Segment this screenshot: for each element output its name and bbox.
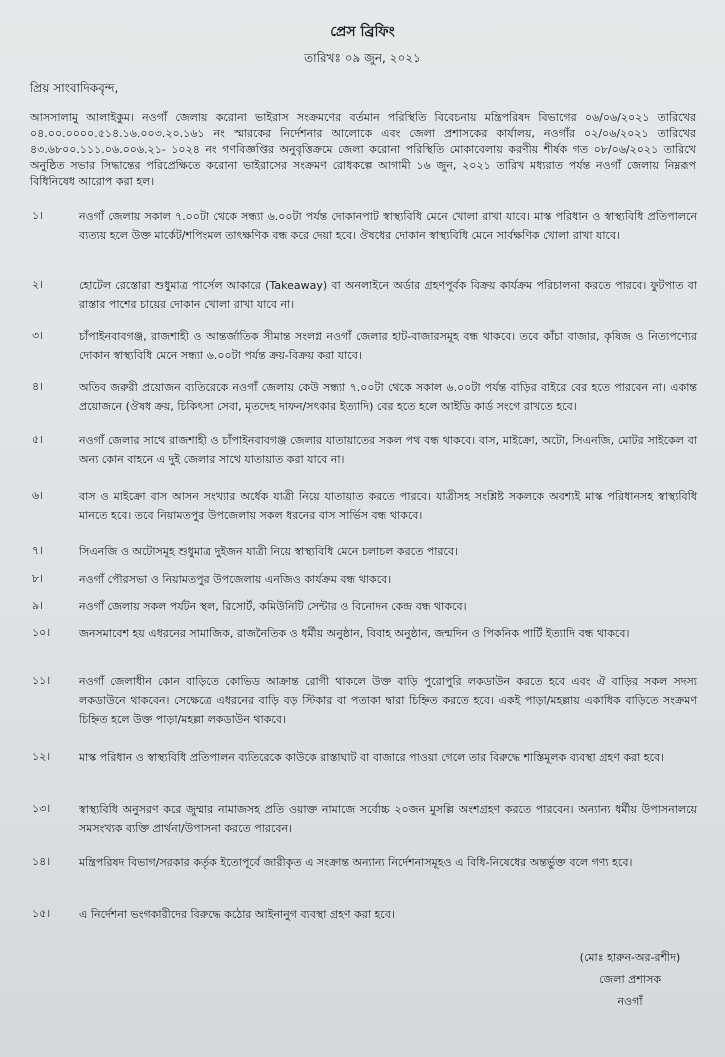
signatory-place: নওগাঁ: [617, 995, 643, 1008]
item-text: অতিব জরুরী প্রয়োজন ব্যতিরেকে নওগাঁ জেলায় কেউ সন্ধ্যা ৭.০০টা থেকে সকাল ৬.০০টা পর্যন্ত বাড়ির বাইরে বের হতে পারবেন না। একান্ত প্রয়োজনে (ঔষধ ক্রয়, চিকিৎসা সেবা, মৃতদেহ দাফন/সৎকার ইত্যাদি) বের হতে হলে আইডি কার্ড সংগে রাখতে হবে।: [79, 381, 697, 413]
item-number: ১০।: [32, 626, 51, 639]
item-number: ২।: [32, 278, 44, 291]
item-number: ৬।: [32, 489, 44, 502]
item-number: ৪।: [32, 380, 44, 393]
salutation: প্রিয় সাংবাদিকবৃন্দ,: [30, 81, 119, 95]
item-text: নওগাঁ জেলায় সকল পর্যটন স্থল, রিসোর্ট, কমিউনিটি সেন্টার ও বিনোদন কেন্দ্র বন্ধ থাকবে।: [79, 600, 467, 613]
item-text: হোটেল রেস্তোরা শুধুমাত্র পার্সেল আকারে (Takeaway) বা অনলাইনে অর্ডার গ্রহণপূর্বক বিক্রয় কার্যক্রম পরিচালনা করতে পারবে। ফুটপাত বা রাস্তার পাশের চায়ের দোকান খোলা রাখা যাবে না।: [79, 279, 697, 311]
item-number: ১৫।: [32, 907, 51, 920]
document-title: প্রেস ব্রিফিং: [330, 24, 395, 40]
item-text: এ নির্দেশনা ভংগকারীদের বিরুদ্ধে কঠোর আইনানুগ ব্যবস্থা গ্রহণ করা হবে।: [79, 908, 395, 921]
intro-paragraph: আসসালামু আলাইকুম। নওগাঁ জেলায় করোনা ভাইরাস সংক্রমণের বর্তমান পরিস্থিতি বিবেচনায় মন্ত্রিপরিষদ বিভাগের ০৬/০৬/২০২১ তারিখের ০৪.০০.০০০০.৫১৪.১৬.০০৩.২০.১৬১ নং স্মারকের নির্দেশনার আলোকে এবং জেলা প্রশাসকের কার্যালয়, নওগাঁর ০২/০৬/২০২১ তারিখের ৪৩.৬৮০০.১১১.০৬.০০৬.২১- ১০২৪ নং গণবিজ্ঞপ্তির অনুবৃত্তিক্রমে জেলা করোনা পরিস্থিতি মোকাবেলায় করণীয় শীর্ষক গত ০৮/০৬/২০২১ তারিখে অনুষ্ঠিত সভার সিদ্ধান্তের পরিপ্রেক্ষিতে করোনা ভাইরাসের সংক্রমণ রোধকল্পে আগামী ১৬ জুন, ২০২১ তারিখ মধ্যরাত পর্যন্ত নওগাঁ জেলায় নিম্নরূপ বিধিনিষেধ আরোপ করা হল।: [30, 111, 696, 188]
document-date: তারিখঃ ০৯ জুন, ২০২১: [304, 51, 421, 65]
item-text: নওগাঁ জেলার সাথে রাজশাহী ও চাঁপাইনবাবগঞ্জ জেলার যাতায়াতের সকল পথ বন্ধ থাকবে। বাস, মাইক্রো, অটো, সিএনজি, মোটর সাইকেল বা অন্য কোন বাহনে এ দুই জেলার সাথে যাতায়াত করা যাবে না।: [79, 434, 698, 466]
item-number: ১৪।: [32, 855, 51, 868]
item-text: নওগাঁ জেলাধীন কোন বাড়িতে কোভিড আক্রান্ত রোগী থাকলে উক্ত বাড়ি পুরোপুরি লকডাউন করতে হবে এবং ঐ বাড়ির সকল সদস্য লকডাউনে থাকবেন। সেক্ষেত্রে এধরনের বাড়ি বড় স্টিকার বা পতাকা দ্বারা চিহ্নিত করতে হবে। একই পাড়া/মহল্লায় একাধিক বাড়িতে সংক্রমণ চিহ্নিত হলে উক্ত পাড়া/মহল্লা লকডাউন থাকবে।: [79, 675, 697, 726]
item-text: স্বাস্থ্যবিধি অনুসরণ করে জুম্মার নামাজসহ প্রতি ওয়াক্ত নামাজে সর্বোচ্চ ২০জন মুসল্লি অংশগ্রহণ করতে পারবেন। অন্যান্য ধর্মীয় উপাসনালয়ে সমসংখ্যক ব্যক্তি প্রার্থনা/উপাসনা করতে পারবেন।: [79, 803, 697, 835]
item-number: ৮।: [32, 572, 44, 585]
item-text: মন্ত্রিপরিষদ বিভাগ/সরকার কর্তৃক ইতোপূর্বে জারীকৃত এ সংক্রান্ত অন্যান্য নির্দেশনাসমূহও এ বিধি-নিষেধের অন্তর্ভুক্ত বলে গণ্য হবে।: [79, 856, 633, 869]
item-number: ৫।: [32, 433, 44, 446]
item-number: ৯।: [32, 599, 44, 612]
item-text: চাঁপাইনবাবগঞ্জ, রাজশাহী ও আন্তর্জাতিক সীমান্ত সংলগ্ন নওগাঁ জেলার হাট-বাজারসমূহ বন্ধ থাকবে। তবে কাঁচা বাজার, কৃষিজ ও নিত্যপণ্যের দোকান স্বাস্থ্যবিধি মেনে সন্ধ্যা ৬.০০টা পর্যন্ত ক্রয়-বিক্রয় করা যাবে।: [79, 330, 697, 362]
item-number: ১১।: [32, 674, 51, 687]
item-number: ৩।: [32, 329, 44, 342]
item-text: মাস্ক পরিধান ও স্বাস্থ্যবিধি প্রতিপালন ব্যতিরেকে কাউকে রাস্তাঘাট বা বাজারে পাওয়া গেলে তার বিরুদ্ধে শাস্তিমূলক ব্যবস্থা গ্রহণ করা হবে।: [79, 751, 665, 764]
item-text: নওগাঁ পৌরসভা ও নিয়ামতপুর উপজেলায় এনজিও কার্যক্রম বন্ধ থাকবে।: [79, 573, 392, 586]
item-number: ৭।: [32, 544, 44, 557]
item-text: বাস ও মাইক্রো বাস আসন সংখ্যার অর্ধেক যাত্রী নিয়ে যাতায়াত করতে পারবে। যাত্রীসহ সংশ্লিষ্ট সকলকে অবশ্যই মাস্ক পরিধানসহ স্বাস্থ্যবিধি মানতে হবে। তবে নিয়ামতপুর উপজেলায় সকল ধরনের বাস সার্ভিস বন্ধ থাকবে।: [79, 490, 697, 522]
signatory-designation: জেলা প্রশাসক: [598, 973, 662, 986]
item-number: ১।: [32, 209, 44, 222]
signatory-name: (মোঃ হারুন-অর-রশীদ): [579, 951, 681, 964]
item-number: ১৩।: [32, 802, 51, 815]
item-number: ১২।: [32, 750, 51, 763]
item-text: সিএনজি ও অটোসমূহ শুধুমাত্র দুইজন যাত্রী নিয়ে স্বাস্থ্যবিধি মেনে চলাচল করতে পারবে।: [79, 545, 459, 558]
item-text: নওগাঁ জেলায় সকাল ৭.০০টা থেকে সন্ধ্যা ৬.০০টা পর্যন্ত দোকানপাট স্বাস্থ্যবিধি মেনে খোলা রাখা যাবে। মাস্ক পরিধান ও স্বাস্থ্যবিধি প্রতিপালনে ব্যত্যয় হলে উক্ত মার্কেট/শপিংমল তাৎক্ষণিক বন্ধ করে দেয়া হবে। ঔষধের দোকান স্বাস্থ্যবিধি মেনে সার্বক্ষণিক খোলা রাখা যাবে।: [79, 210, 697, 242]
item-text: জনসমাবেশ হয় এধরনের সামাজিক, রাজনৈতিক ও ধর্মীয় অনুষ্ঠান, বিবাহ অনুষ্ঠান, জন্মদিন ও পিকনিক পার্টি ইত্যাদি বন্ধ থাকবে।: [79, 627, 630, 640]
